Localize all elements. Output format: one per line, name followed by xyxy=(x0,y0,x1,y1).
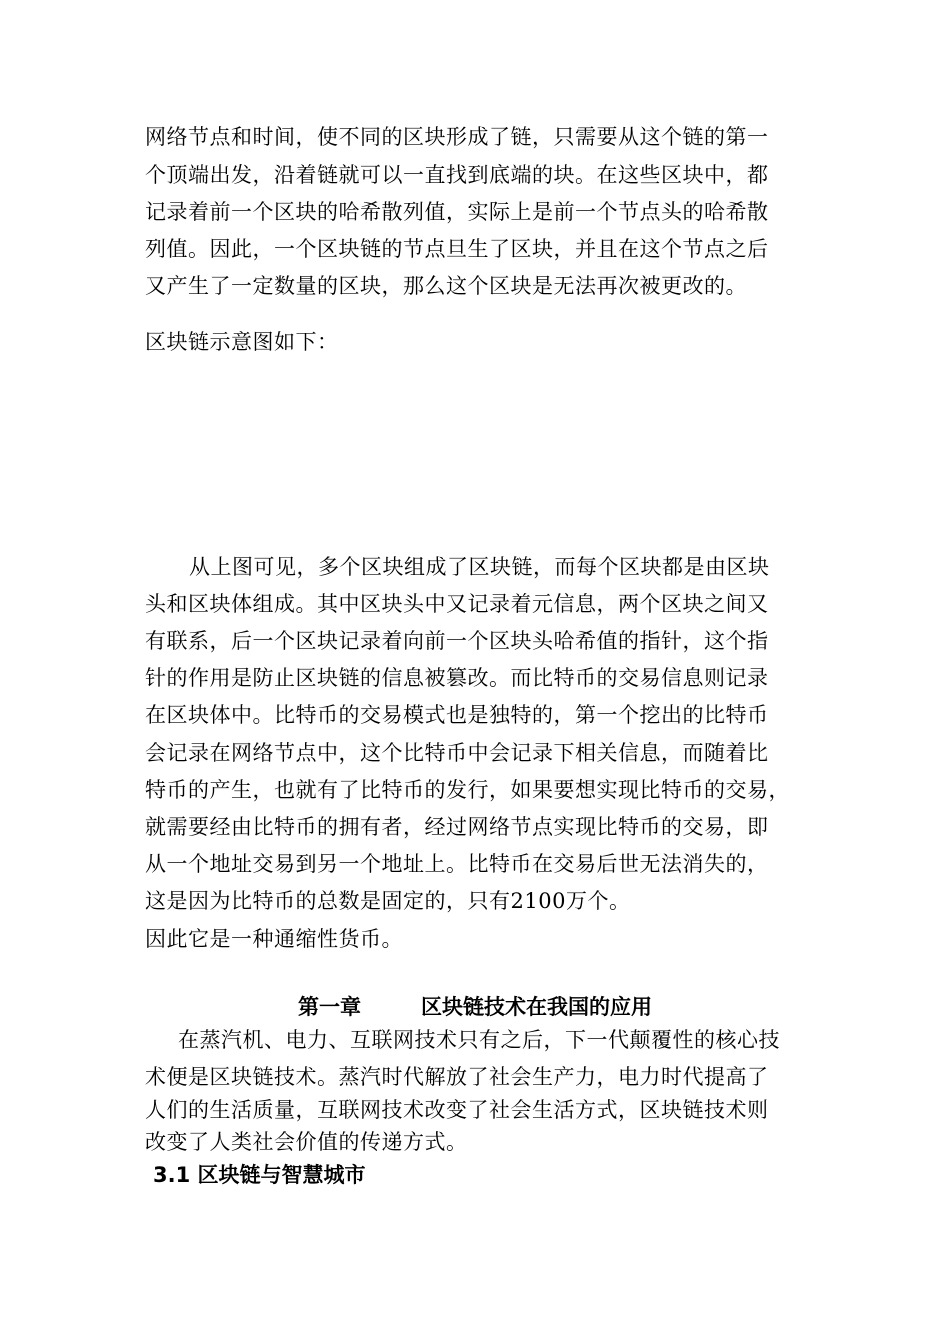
chapter-title: 区块链技术在我国的应用 xyxy=(421,995,652,1019)
paragraph-line: 网络节点和时间，使不同的区块形成了链，只需要从这个链的第一 xyxy=(145,125,769,149)
paragraph-line: 个顶端出发，沿着链就可以一直找到底端的块。在这些区块中，都 xyxy=(145,163,769,187)
paragraph-line: 在区块体中。比特币的交易模式也是独特的，第一个挖出的比特币 xyxy=(145,703,769,727)
figure-placeholder xyxy=(145,375,805,535)
paragraph-line: 有联系，后一个区块记录着向前一个区块头哈希值的指针，这个指 xyxy=(145,629,769,653)
paragraph-line: 头和区块体组成。其中区块头中又记录着元信息，两个区块之间又 xyxy=(145,592,769,616)
figure-caption: 区块链示意图如下： xyxy=(145,330,339,354)
paragraph-line: 列值。因此，一个区块链的节点旦生了区块，并且在这个节点之后 xyxy=(145,237,769,261)
paragraph-line: 因此它是一种通缩性货币。 xyxy=(145,927,403,951)
paragraph-line: 这是因为比特币的总数是固定的，只有2100万个。 xyxy=(145,889,631,913)
paragraph-line: 从上图可见，多个区块组成了区块链，而每个区块都是由区块 xyxy=(189,555,770,579)
paragraph-line: 在蒸汽机、电力、互联网技术只有之后，下一代颠覆性的核心技 xyxy=(178,1028,780,1052)
paragraph-line: 记录着前一个区块的哈希散列值，实际上是前一个节点头的哈希散 xyxy=(145,200,769,224)
paragraph-line: 就需要经由比特币的拥有者，经过网络节点实现比特币的交易，即 xyxy=(145,815,769,839)
paragraph-line: 改变了人类社会价值的传递方式。 xyxy=(145,1130,468,1154)
chapter-number: 第一章 xyxy=(298,995,361,1019)
paragraph-line: 又产生了一定数量的区块，那么这个区块是无法再次被更改的。 xyxy=(145,274,747,298)
paragraph-line: 人们的生活质量，互联网技术改变了社会生活方式，区块链技术则 xyxy=(145,1098,769,1122)
paragraph-line: 从一个地址交易到另一个地址上。比特币在交易后世无法消失的， xyxy=(145,852,769,876)
section-heading: 3.1 区块链与智慧城市 xyxy=(153,1163,366,1187)
paragraph-line: 特币的产生，也就有了比特币的发行，如果要想实现比特币的交易， xyxy=(145,778,790,802)
chapter-heading xyxy=(0,993,950,1021)
paragraph-line: 针的作用是防止区块链的信息被篡改。而比特币的交易信息则记录 xyxy=(145,666,769,690)
paragraph-line: 会记录在网络节点中，这个比特币中会记录下相关信息，而随着比 xyxy=(145,741,769,765)
paragraph-line: 术便是区块链技术。蒸汽时代解放了社会生产力，电力时代提高了 xyxy=(145,1065,769,1089)
